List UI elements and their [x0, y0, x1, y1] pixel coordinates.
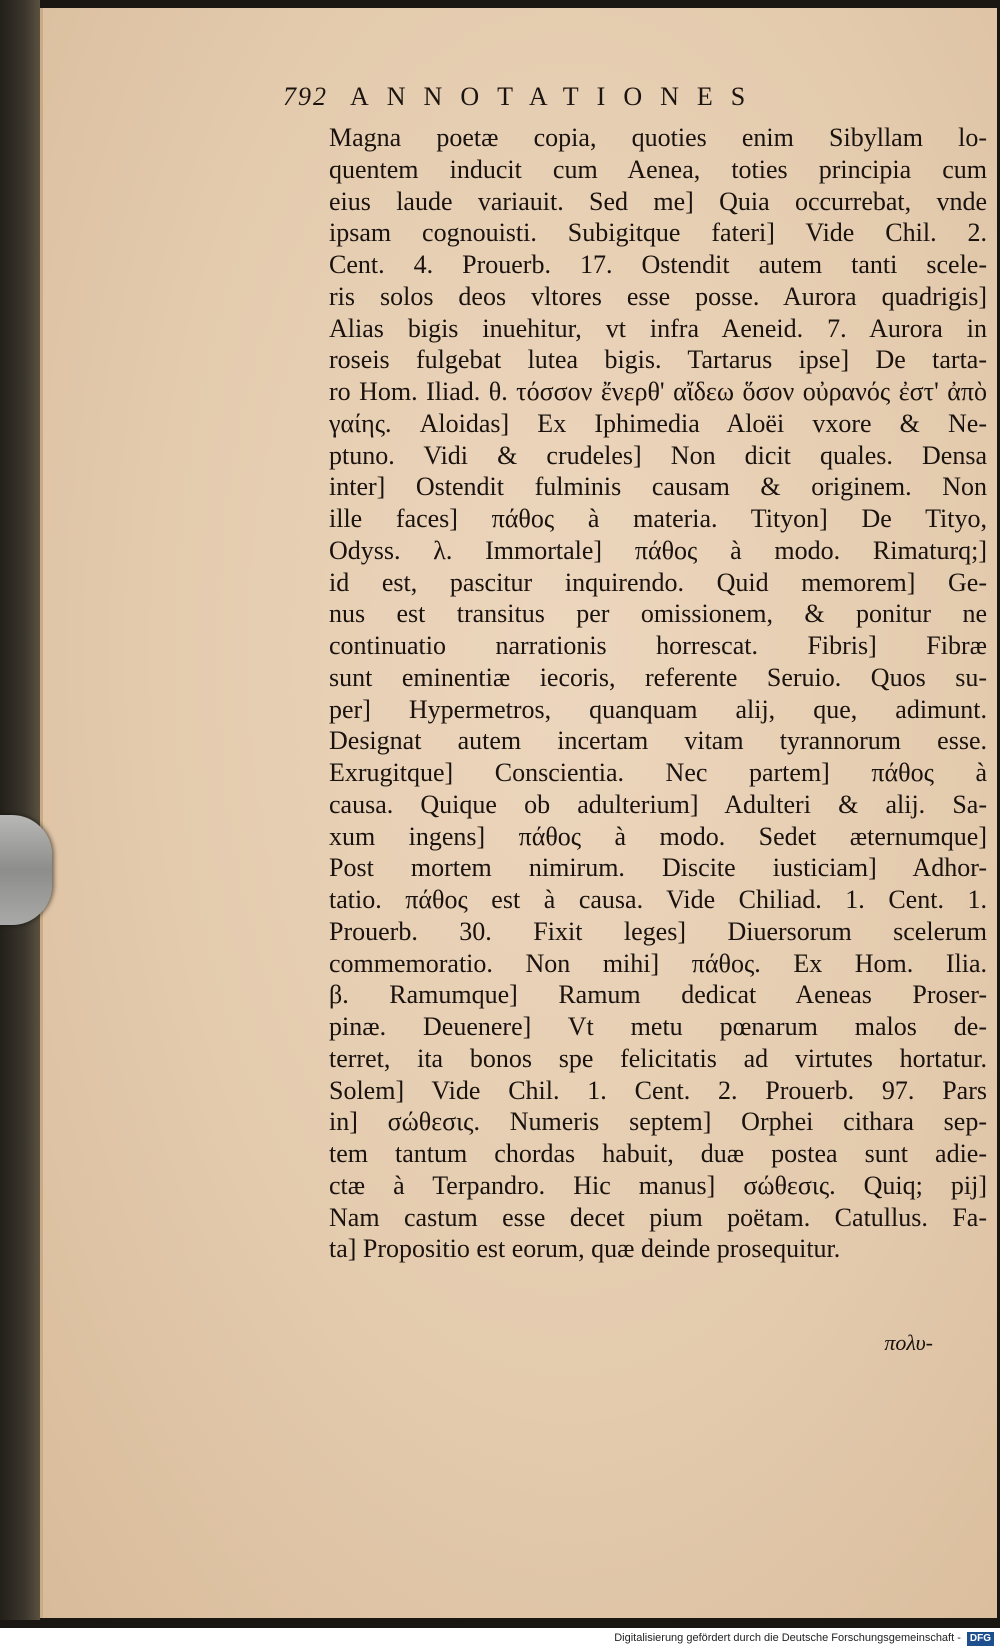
- text-line: ptuno. Vidi & crudeles] Non dicit quales. Densa: [329, 440, 987, 470]
- running-head-title: ANNOTATIONES: [350, 82, 764, 111]
- text-line: continuatio narrationis horrescat. Fibris] Fibræ: [329, 631, 987, 660]
- text-line: Designat autem incertam vitam tyrannorum esse.: [329, 726, 987, 756]
- dfg-logo: DFG: [967, 1632, 994, 1646]
- text-line: pinæ. Deuenere] Vt metu pœnarum malos de-: [329, 1012, 987, 1041]
- annotation-text: [329, 122, 987, 1265]
- text-line: Exrugitque] Conscientia. Nec partem] πάθος à: [329, 758, 987, 787]
- text-line: xum ingens] πάθος à modo. Sedet æternumque]: [329, 821, 987, 851]
- text-line: Post mortem nimirum. Discite iusticiam] Adhor-: [329, 853, 987, 883]
- text-line: roseis fulgebat lutea bigis. Tartarus ipse] De tarta-: [329, 345, 987, 375]
- text-line: inter] Ostendit fulminis causam & originem. Non: [329, 472, 987, 502]
- text-line: in] σώθεσις. Numeris septem] Orphei cithara sep-: [329, 1107, 987, 1137]
- text-line: causa. Quique ob adulterium] Adulteri & alij. Sa-: [329, 789, 987, 819]
- text-line: Alias bigis inuehitur, vt infra Aeneid. 7. Aurora in: [329, 313, 987, 343]
- text-line: ta] Propositio est eorum, quæ deinde prosequitur.: [329, 1234, 841, 1264]
- page-clip: [0, 815, 52, 925]
- text-line: tem tantum chordas habuit, duæ postea sunt adie-: [329, 1139, 987, 1168]
- text-line: Odyss. λ. Immortale] πάθος à modo. Rimaturq;]: [329, 535, 987, 565]
- text-line: Nam castum esse decet pium poëtam. Catullus. Fa-: [329, 1202, 987, 1232]
- text-line: eius laude variauit. Sed me] Quia occurrebat, vnde: [329, 186, 987, 216]
- running-head: [283, 82, 883, 122]
- text-line: sunt eminentiæ iecoris, referente Seruio. Quos su-: [329, 662, 987, 692]
- text-line: Magna poetæ copia, quoties enim Sibyllam lo-: [329, 123, 987, 152]
- page-number: 792: [283, 82, 328, 111]
- text-line: commemoratio. Non mihi] πάθος. Ex Hom. Ilia.: [329, 948, 987, 978]
- text-line: Solem] Vide Chil. 1. Cent. 2. Prouerb. 97. Pars: [329, 1075, 987, 1105]
- text-line: γαίης. Aloidas] Ex Iphimedia Aloëi vxore & Ne-: [329, 408, 987, 438]
- text-line: ris solos deos vltores esse posse. Aurora quadrigis]: [329, 281, 987, 311]
- text-line: per] Hypermetros, quanquam alij, que, adimunt.: [329, 694, 987, 724]
- text-line: Cent. 4. Prouerb. 17. Ostendit autem tanti scele-: [329, 250, 987, 279]
- text-line: id est, pascitur inquirendo. Quid memorem] Ge-: [329, 567, 987, 597]
- text-line: β. Ramumque] Ramum dedicat Aeneas Proser-: [329, 980, 987, 1010]
- text-line: ro Hom. Iliad. θ. τόσσον ἔνερθ' αἴδεω ὅσον οὐρανός ἐστ' ἀπὸ: [329, 377, 987, 406]
- catchword: πολυ-: [884, 1330, 933, 1355]
- text-line: terret, ita bonos spe felicitatis ad virtutes hortatur.: [329, 1043, 987, 1073]
- book-page: [40, 8, 997, 1618]
- text-line: ille faces] πάθος à materia. Tityon] De Tityo,: [329, 504, 987, 533]
- text-line: ctæ à Terpandro. Hic manus] σώθεσις. Quiq; pij]: [329, 1170, 987, 1200]
- digitization-footer: [0, 1628, 1000, 1648]
- text-line: nus est transitus per omissionem, & ponitur ne: [329, 599, 987, 629]
- text-line: ipsam cognouisti. Subigitque fateri] Vide Chil. 2.: [329, 218, 987, 248]
- text-line: quentem inducit cum Aenea, toties principia cum: [329, 154, 987, 184]
- text-line: Prouerb. 30. Fixit leges] Diuersorum scelerum: [329, 916, 987, 946]
- footer-text: Digitalisierung gefördert durch die Deutsche Forschungsgemeinschaft -: [614, 1632, 961, 1644]
- text-line: tatio. πάθος est à causa. Vide Chiliad. 1. Cent. 1.: [329, 885, 987, 914]
- book-spine-edge: [0, 0, 40, 1620]
